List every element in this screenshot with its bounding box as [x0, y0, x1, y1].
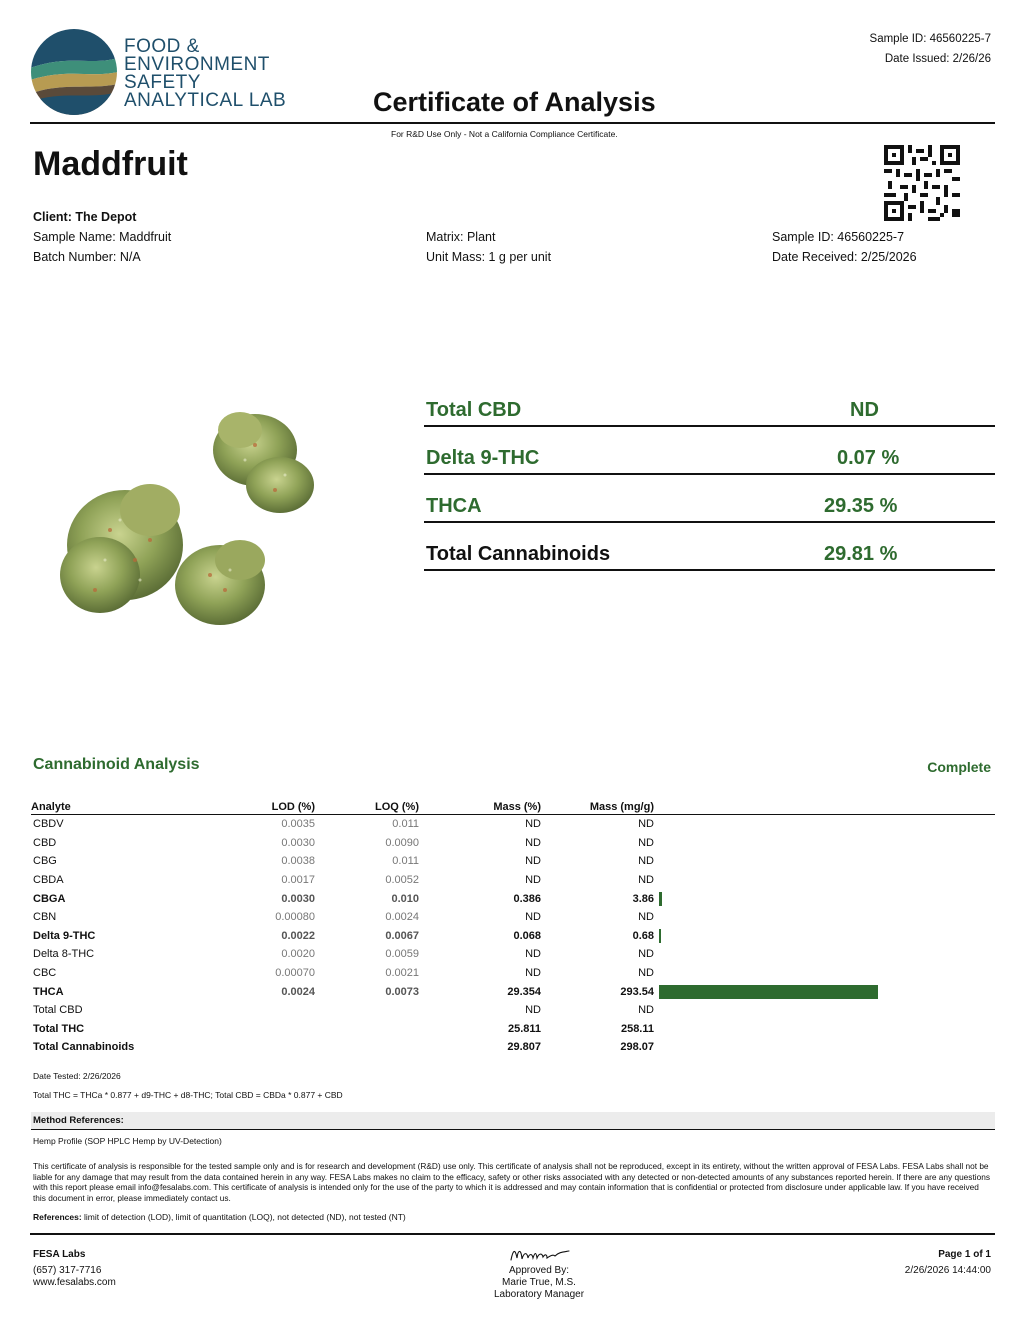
- header-sample-id: Sample ID: 46560225-7: [869, 33, 991, 45]
- table-cell-loq: 0.0052: [385, 874, 419, 887]
- receipt-info: [772, 227, 917, 267]
- table-cell-mass-pct: ND: [525, 967, 541, 980]
- table-cell-loq: [315, 1001, 419, 1020]
- table-row: [31, 1020, 995, 1039]
- sample-id: Sample ID: 46560225-7: [772, 230, 905, 244]
- approver-title: Laboratory Manager: [493, 1289, 585, 1300]
- disclaimer: This certificate of analysis is responsible for the tested sample only and is for research and development (R&D) use only. This certificate of analysis shall not be reproduced, except in its entirety, without the written approval of FESA Labs. FESA Labs shall not be liable for any damage that may result from the data contained herein in any way. FESA Labs makes no claim to the efficacy, safety or other risks associated with any detected or non-detected amounts of any substances reported herein. If there are any questions with this report please email info@fesalabs.com. This certificate of analysis is intended only for the use of the party to which it is addressed and may contain information that is confidential or protected from disclosure under applicable law. If you have received this document in error, please immediately contact us.: [33, 1161, 990, 1203]
- report-timestamp: 2/26/2026 14:44:00: [904, 1265, 991, 1276]
- matrix-info: [426, 227, 551, 267]
- table-cell-lod: 0.0022: [281, 929, 315, 942]
- lab-name-line: ENVIRONMENT: [124, 54, 270, 75]
- footer-divider: [30, 1233, 995, 1235]
- table-cell-lod: [211, 1038, 315, 1057]
- references-label: References:: [33, 1212, 82, 1222]
- column-header: Analyte: [31, 797, 211, 815]
- table-cell-mass-pct: ND: [525, 1004, 541, 1017]
- summary-label: Total CBD: [426, 399, 522, 421]
- table-row: [31, 908, 995, 927]
- table-cell-bar: [654, 852, 995, 871]
- table-cell-mass-mg: ND: [638, 1004, 654, 1017]
- table-cell-lod: [211, 1001, 315, 1020]
- method-references-heading: Method References:: [33, 1115, 124, 1126]
- table-cell-loq: 0.011: [392, 855, 419, 868]
- table-header-row: [31, 797, 995, 815]
- header-divider: [30, 122, 995, 124]
- table-cell-mass-mg: ND: [638, 948, 654, 961]
- table-cell-mass-pct: ND: [525, 911, 541, 924]
- page-title: Certificate of Analysis: [373, 87, 656, 117]
- approver-name: Marie True, M.S.: [502, 1277, 576, 1288]
- summary-value: 0.07 %: [837, 447, 900, 469]
- table-cell-bar: [654, 927, 995, 946]
- summary-label: Delta 9-THC: [426, 447, 540, 469]
- sample-name: Sample Name: Maddfruit: [33, 230, 172, 244]
- table-cell-mass-pct: ND: [525, 855, 541, 868]
- summary-row-total-cbd: [424, 377, 995, 427]
- header-meta: [870, 29, 991, 69]
- table-cell-lod: 0.0024: [281, 985, 315, 998]
- column-header: Mass (mg/g): [541, 797, 654, 815]
- table-row: [31, 871, 995, 890]
- column-header: Mass (%): [419, 797, 541, 815]
- footer-lab-name: FESA Labs: [33, 1249, 86, 1260]
- column-header-bar: [654, 797, 995, 815]
- client-name: Client: The Depot: [33, 210, 137, 224]
- lab-name-line: FOOD &: [124, 36, 200, 57]
- mass-bar: [659, 929, 661, 943]
- matrix: Matrix: Plant: [426, 230, 496, 244]
- cannabis-bud-image: [40, 390, 340, 650]
- table-cell-mass-pct: 0.386: [513, 892, 541, 905]
- table-cell-lod: 0.0038: [281, 855, 315, 868]
- table-cell-mass-pct: 25.811: [507, 1022, 541, 1035]
- table-cell-bar: [654, 889, 995, 908]
- table-cell-analyte: CBG: [33, 855, 57, 868]
- analysis-title: Cannabinoid Analysis: [33, 756, 200, 773]
- table-cell-analyte: CBN: [33, 911, 57, 924]
- table-cell-bar: [654, 1038, 995, 1057]
- table-cell-loq: 0.0067: [385, 929, 419, 942]
- table-cell-bar: [654, 1020, 995, 1039]
- column-header: LOQ (%): [315, 797, 419, 815]
- batch-number: Batch Number: N/A: [33, 250, 141, 264]
- table-cell-bar: [654, 964, 995, 983]
- table-cell-bar: [654, 982, 995, 1001]
- table-row: [31, 834, 995, 853]
- table-row: [31, 1001, 995, 1020]
- client-info: [33, 207, 171, 267]
- product-photo: [40, 390, 340, 650]
- summary-row-thca: [424, 473, 995, 523]
- summary-row-delta9-thc: [424, 425, 995, 475]
- table-cell-mass-mg: 258.11: [620, 1022, 654, 1035]
- table-cell-bar: [654, 1001, 995, 1020]
- mass-bar: [659, 985, 878, 999]
- summary-row-total-cannabinoids: [424, 521, 995, 571]
- table-cell-analyte: THCA: [33, 985, 64, 998]
- summary-value: 29.81 %: [824, 543, 898, 565]
- page-number: Page 1 of 1: [938, 1249, 991, 1260]
- table-cell-loq: 0.0090: [385, 836, 419, 849]
- table-cell-mass-mg: ND: [638, 911, 654, 924]
- table-cell-mass-mg: 293.54: [620, 985, 654, 998]
- references-text: limit of detection (LOD), limit of quantitation (LOQ), not detected (ND), not tested (NT): [81, 1212, 406, 1222]
- date-tested: Date Tested: 2/26/2026: [33, 1071, 121, 1081]
- table-cell-mass-pct: ND: [525, 874, 541, 887]
- table-cell-lod: 0.0030: [281, 836, 315, 849]
- analysis-status: Complete: [927, 759, 991, 775]
- table-cell-mass-mg: ND: [638, 874, 654, 887]
- table-cell-mass-mg: ND: [638, 967, 654, 980]
- summary-value: ND: [850, 399, 879, 421]
- summary-value: 29.35 %: [824, 495, 898, 517]
- footer-approval: [440, 1265, 638, 1301]
- table-cell-analyte: Delta 8-THC: [33, 948, 95, 961]
- table-cell-loq: 0.011: [392, 818, 419, 831]
- sample-title: Maddfruit: [33, 145, 188, 183]
- signature-image: [505, 1242, 575, 1266]
- table-row: [31, 852, 995, 871]
- table-row: [31, 1038, 995, 1057]
- table-cell-bar: [654, 908, 995, 927]
- table-cell-analyte: CBDV: [33, 818, 64, 831]
- table-cell-lod: 0.0020: [281, 948, 315, 961]
- table-row: [31, 889, 995, 908]
- table-row: [31, 927, 995, 946]
- table-cell-bar: [654, 834, 995, 853]
- method-reference-text: Hemp Profile (SOP HPLC Hemp by UV-Detection): [33, 1136, 222, 1146]
- table-row: [31, 815, 995, 834]
- table-cell-loq: 0.0059: [385, 948, 419, 961]
- qr-code: [884, 145, 960, 221]
- qr-code-icon: [884, 145, 960, 221]
- table-cell-analyte: CBGA: [33, 892, 66, 905]
- table-cell-analyte: CBC: [33, 967, 57, 980]
- table-cell-loq: 0.010: [391, 892, 419, 905]
- table-cell-lod: 0.0017: [281, 874, 315, 887]
- unit-mass: Unit Mass: 1 g per unit: [426, 250, 552, 264]
- method-references-bar: [31, 1112, 995, 1130]
- table-cell-mass-mg: 0.68: [632, 929, 654, 942]
- total-formula: Total THC = THCa * 0.877 + d9-THC + d8-THC; Total CBD = CBDa * 0.877 + CBD: [33, 1090, 343, 1100]
- table-cell-mass-pct: 29.354: [507, 985, 541, 998]
- table-row: [31, 964, 995, 983]
- footer-page-info: [905, 1249, 991, 1277]
- table-cell-loq: 0.0073: [385, 985, 419, 998]
- table-cell-lod: [211, 1020, 315, 1039]
- mass-bar: [659, 892, 662, 906]
- table-cell-analyte: Delta 9-THC: [33, 929, 96, 942]
- summary-label: Total Cannabinoids: [426, 543, 611, 565]
- table-cell-lod: 0.0030: [281, 892, 315, 905]
- table-cell-mass-mg: 298.07: [620, 1041, 654, 1054]
- table-cell-loq: [315, 1020, 419, 1039]
- table-cell-lod: 0.00080: [275, 911, 315, 924]
- table-row: [31, 945, 995, 964]
- rnd-notice: For R&D Use Only - Not a California Compliance Certificate.: [391, 129, 618, 139]
- table-cell-bar: [654, 871, 995, 890]
- signature: [505, 1242, 575, 1266]
- table-cell-mass-pct: 0.068: [513, 929, 541, 942]
- table-cell-loq: 0.0024: [385, 911, 419, 924]
- table-cell-mass-pct: 29.807: [507, 1041, 541, 1054]
- lab-name-line: SAFETY: [124, 72, 201, 93]
- approved-by-label: Approved By:: [508, 1265, 570, 1276]
- date-received: Date Received: 2/25/2026: [772, 250, 917, 264]
- summary-label: THCA: [426, 495, 482, 517]
- column-header: LOD (%): [211, 797, 315, 815]
- table-cell-analyte: CBDA: [33, 874, 64, 887]
- table-cell-mass-pct: ND: [525, 818, 541, 831]
- table-row: [31, 982, 995, 1001]
- table-cell-mass-mg: ND: [638, 836, 654, 849]
- lab-name-line: ANALYTICAL LAB: [124, 90, 287, 111]
- table-cell-analyte: Total CBD: [33, 1004, 83, 1017]
- table-cell-analyte: Total THC: [33, 1022, 85, 1035]
- table-cell-mass-pct: ND: [525, 836, 541, 849]
- lab-logo-icon: [30, 28, 118, 116]
- table-cell-mass-mg: ND: [638, 818, 654, 831]
- table-cell-mass-mg: 3.86: [632, 892, 654, 905]
- table-cell-bar: [654, 815, 995, 834]
- references-note: [33, 1212, 406, 1222]
- table-cell-mass-mg: ND: [638, 855, 654, 868]
- table-cell-lod: 0.0035: [281, 818, 315, 831]
- lab-name: [124, 38, 286, 110]
- footer-lab: [33, 1249, 116, 1289]
- lab-logo: [30, 28, 120, 118]
- table-cell-analyte: Total Cannabinoids: [33, 1041, 135, 1054]
- table-cell-mass-pct: ND: [525, 948, 541, 961]
- table-cell-lod: 0.00070: [275, 967, 315, 980]
- table-cell-loq: 0.0021: [385, 967, 419, 980]
- table-cell-analyte: CBD: [33, 836, 57, 849]
- cannabinoid-table: [31, 797, 995, 1057]
- table-cell-bar: [654, 945, 995, 964]
- footer-phone: (657) 317-7716: [33, 1265, 102, 1276]
- header-date-issued: Date Issued: 2/26/26: [884, 53, 991, 65]
- table-cell-loq: [315, 1038, 419, 1057]
- footer-website: www.fesalabs.com: [33, 1277, 116, 1288]
